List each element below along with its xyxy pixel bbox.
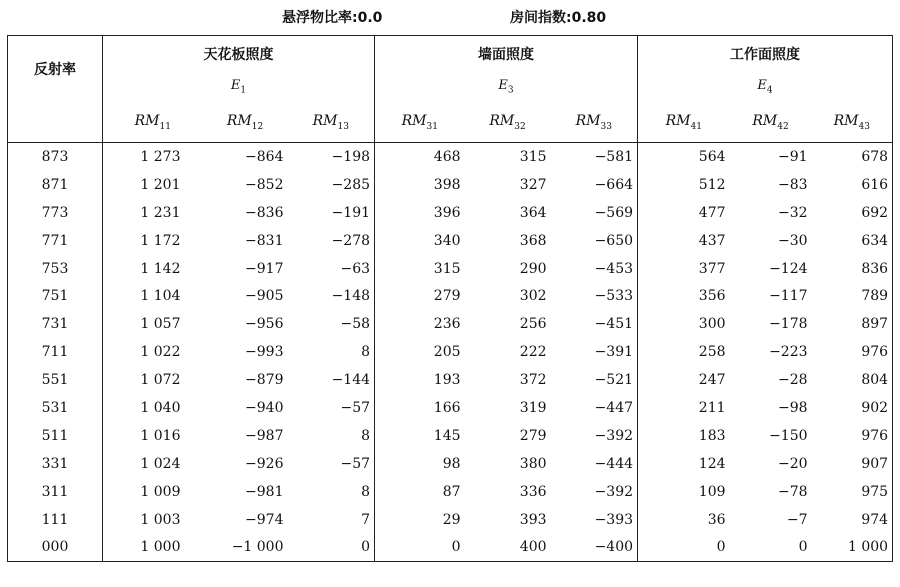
- value-cell: 477: [638, 199, 730, 227]
- value-cell: −453: [594, 260, 634, 277]
- value-cell: 356: [638, 282, 730, 310]
- value-cell: 1 003: [103, 506, 203, 534]
- value-cell: 380: [519, 455, 547, 472]
- value-cell: 29: [375, 506, 465, 534]
- value-cell: 976: [861, 427, 889, 444]
- value-cell: −28: [777, 372, 808, 389]
- value-cell: 1 231: [103, 199, 203, 227]
- value-cell: 512: [638, 171, 730, 199]
- table-row: [8, 338, 893, 366]
- value-cell: 327: [519, 176, 547, 193]
- value-cell: −447: [594, 399, 634, 416]
- value-cell: 302: [519, 288, 547, 305]
- value-cell: 258: [638, 338, 730, 366]
- value-cell: −974: [245, 511, 284, 528]
- value-cell: 398: [375, 171, 465, 199]
- value-cell: −124: [769, 260, 808, 277]
- value-cell: −83: [777, 176, 808, 193]
- value-cell: 109: [638, 478, 730, 506]
- value-cell: 211: [638, 394, 730, 422]
- value-cell: −91: [777, 148, 808, 165]
- value-cell: 0: [798, 539, 808, 556]
- value-cell: 976: [861, 344, 889, 361]
- value-cell: −864: [245, 148, 284, 165]
- value-cell: −993: [245, 344, 284, 361]
- column-header: $RM_{31}$: [375, 102, 465, 143]
- reflectance-cell: 773: [41, 204, 69, 221]
- table-row: [8, 394, 893, 422]
- reflectance-cell: 711: [41, 344, 69, 361]
- table-row: [8, 143, 893, 171]
- value-cell: 336: [519, 483, 547, 500]
- table-row: [8, 310, 893, 338]
- value-cell: 319: [519, 399, 547, 416]
- value-cell: −178: [769, 316, 808, 333]
- value-cell: −7: [786, 511, 808, 528]
- table-row: [8, 227, 893, 255]
- value-cell: 205: [375, 338, 465, 366]
- value-cell: 902: [861, 399, 889, 416]
- value-cell: 0: [638, 533, 730, 561]
- value-cell: −58: [340, 316, 371, 333]
- value-cell: −393: [594, 511, 634, 528]
- table-row: [8, 422, 893, 450]
- value-cell: 0: [361, 539, 371, 556]
- reflectance-cell: 531: [41, 399, 69, 416]
- reflectance-cell: 551: [41, 372, 69, 389]
- value-cell: −144: [331, 372, 371, 389]
- value-cell: −278: [331, 232, 371, 249]
- reflectance-cell: 751: [41, 288, 69, 305]
- value-cell: 368: [519, 232, 547, 249]
- room-index-label: 房间指数:0.80: [510, 10, 607, 26]
- column-header: $RM_{33}$: [551, 102, 638, 143]
- value-cell: −191: [331, 204, 371, 221]
- value-cell: −905: [245, 288, 284, 305]
- table-row: [8, 450, 893, 478]
- reflectance-header-spacer: [8, 102, 103, 143]
- value-cell: 393: [519, 511, 547, 528]
- value-cell: 372: [519, 372, 547, 389]
- value-cell: −533: [594, 288, 634, 305]
- column-header: $RM_{42}$: [730, 102, 812, 143]
- value-cell: 222: [519, 344, 547, 361]
- value-cell: −285: [331, 176, 371, 193]
- column-header: $RM_{43}$: [812, 102, 893, 143]
- column-header: $RM_{41}$: [638, 102, 730, 143]
- value-cell: 279: [375, 282, 465, 310]
- column-header: $RM_{13}$: [288, 102, 375, 143]
- value-cell: 8: [361, 344, 371, 361]
- value-cell: −940: [245, 399, 284, 416]
- value-cell: −57: [340, 455, 371, 472]
- value-cell: 678: [861, 148, 889, 165]
- value-cell: 1 024: [103, 450, 203, 478]
- value-cell: −1 000: [231, 539, 284, 556]
- value-cell: −63: [340, 260, 371, 277]
- column-header: $RM_{12}$: [203, 102, 288, 143]
- value-cell: 87: [375, 478, 465, 506]
- value-cell: 193: [375, 366, 465, 394]
- value-cell: 400: [519, 539, 547, 556]
- value-cell: 1 040: [103, 394, 203, 422]
- value-cell: 974: [861, 511, 889, 528]
- value-cell: 7: [361, 511, 371, 528]
- value-cell: −981: [245, 483, 284, 500]
- value-cell: 396: [375, 199, 465, 227]
- value-cell: −20: [777, 455, 808, 472]
- value-cell: −392: [594, 427, 634, 444]
- value-cell: 1 009: [103, 478, 203, 506]
- value-cell: 36: [638, 506, 730, 534]
- value-cell: −956: [245, 316, 284, 333]
- value-cell: −98: [777, 399, 808, 416]
- value-cell: −148: [331, 288, 371, 305]
- value-cell: −664: [594, 176, 634, 193]
- value-cell: 804: [861, 372, 889, 389]
- value-cell: −198: [331, 148, 371, 165]
- value-cell: −852: [245, 176, 284, 193]
- table-row: [8, 282, 893, 310]
- column-header: $RM_{32}$: [465, 102, 551, 143]
- column-header: $RM_{11}$: [103, 102, 203, 143]
- reflectance-cell: 331: [41, 455, 69, 472]
- reflectance-cell: 873: [41, 148, 69, 165]
- value-cell: −879: [245, 372, 284, 389]
- value-cell: −831: [245, 232, 284, 249]
- value-cell: 340: [375, 227, 465, 255]
- table-row: [8, 255, 893, 283]
- group-title-wall: 墙面照度: [375, 36, 638, 73]
- value-cell: −392: [594, 483, 634, 500]
- value-cell: −569: [594, 204, 634, 221]
- value-cell: 897: [861, 316, 889, 333]
- value-cell: −451: [594, 316, 634, 333]
- value-cell: −400: [594, 539, 634, 556]
- value-cell: 1 022: [103, 338, 203, 366]
- value-cell: −32: [777, 204, 808, 221]
- value-cell: 836: [861, 260, 889, 277]
- suspension-ratio-label: 悬浮物比率:0.0: [282, 10, 383, 26]
- value-cell: 1 142: [103, 255, 203, 283]
- value-cell: 145: [375, 422, 465, 450]
- value-cell: 1 000: [103, 533, 203, 561]
- value-cell: 8: [361, 483, 371, 500]
- reflectance-cell: 731: [41, 316, 69, 333]
- value-cell: 166: [375, 394, 465, 422]
- value-cell: 1 201: [103, 171, 203, 199]
- value-cell: 236: [375, 310, 465, 338]
- table-caption-line: [0, 4, 900, 28]
- value-cell: 564: [638, 143, 730, 171]
- value-cell: 789: [861, 288, 889, 305]
- value-cell: −926: [245, 455, 284, 472]
- value-cell: 377: [638, 255, 730, 283]
- table-row: [8, 533, 893, 561]
- table-row: [8, 171, 893, 199]
- value-cell: 1 016: [103, 422, 203, 450]
- value-cell: 8: [361, 427, 371, 444]
- value-cell: 315: [519, 148, 547, 165]
- illuminance-table: [7, 35, 893, 562]
- value-cell: 279: [519, 427, 547, 444]
- value-cell: −117: [769, 288, 808, 305]
- group-symbol-ceiling: $E_1$: [103, 72, 375, 102]
- group-title-workplane: 工作面照度: [638, 36, 893, 73]
- group-symbol-wall: $E_3$: [375, 72, 638, 102]
- value-cell: 634: [861, 232, 889, 249]
- table-row: [8, 366, 893, 394]
- value-cell: 616: [861, 176, 889, 193]
- reflectance-cell: 000: [41, 539, 69, 556]
- value-cell: 124: [638, 450, 730, 478]
- value-cell: −57: [340, 399, 371, 416]
- reflectance-cell: 753: [41, 260, 69, 277]
- value-cell: 256: [519, 316, 547, 333]
- table-row: [8, 506, 893, 534]
- value-cell: 300: [638, 310, 730, 338]
- value-cell: −650: [594, 232, 634, 249]
- reflectance-header: 反射率: [34, 62, 76, 78]
- value-cell: 907: [861, 455, 889, 472]
- reflectance-cell: 771: [41, 232, 69, 249]
- value-cell: −836: [245, 204, 284, 221]
- value-cell: −444: [594, 455, 634, 472]
- value-cell: 1 273: [103, 143, 203, 171]
- value-cell: −917: [245, 260, 284, 277]
- value-cell: 1 000: [847, 539, 889, 556]
- value-cell: 1 072: [103, 366, 203, 394]
- value-cell: −150: [769, 427, 808, 444]
- value-cell: 290: [519, 260, 547, 277]
- group-symbol-workplane: $E_4$: [638, 72, 893, 102]
- value-cell: 468: [375, 143, 465, 171]
- value-cell: −987: [245, 427, 284, 444]
- value-cell: 183: [638, 422, 730, 450]
- value-cell: −78: [777, 483, 808, 500]
- group-title-ceiling: 天花板照度: [103, 36, 375, 73]
- value-cell: 315: [375, 255, 465, 283]
- reflectance-cell: 871: [41, 176, 69, 193]
- value-cell: 692: [861, 204, 889, 221]
- value-cell: 1 057: [103, 310, 203, 338]
- value-cell: 0: [375, 533, 465, 561]
- value-cell: 437: [638, 227, 730, 255]
- value-cell: −30: [777, 232, 808, 249]
- table-row: [8, 199, 893, 227]
- value-cell: 364: [519, 204, 547, 221]
- reflectance-cell: 111: [41, 511, 69, 528]
- reflectance-cell: 511: [41, 427, 69, 444]
- value-cell: −581: [594, 148, 634, 165]
- value-cell: −391: [594, 344, 634, 361]
- value-cell: −521: [594, 372, 634, 389]
- value-cell: 247: [638, 366, 730, 394]
- value-cell: 975: [861, 483, 889, 500]
- value-cell: 98: [375, 450, 465, 478]
- value-cell: 1 104: [103, 282, 203, 310]
- table-row: [8, 478, 893, 506]
- reflectance-cell: 311: [41, 483, 69, 500]
- value-cell: 1 172: [103, 227, 203, 255]
- value-cell: −223: [769, 344, 808, 361]
